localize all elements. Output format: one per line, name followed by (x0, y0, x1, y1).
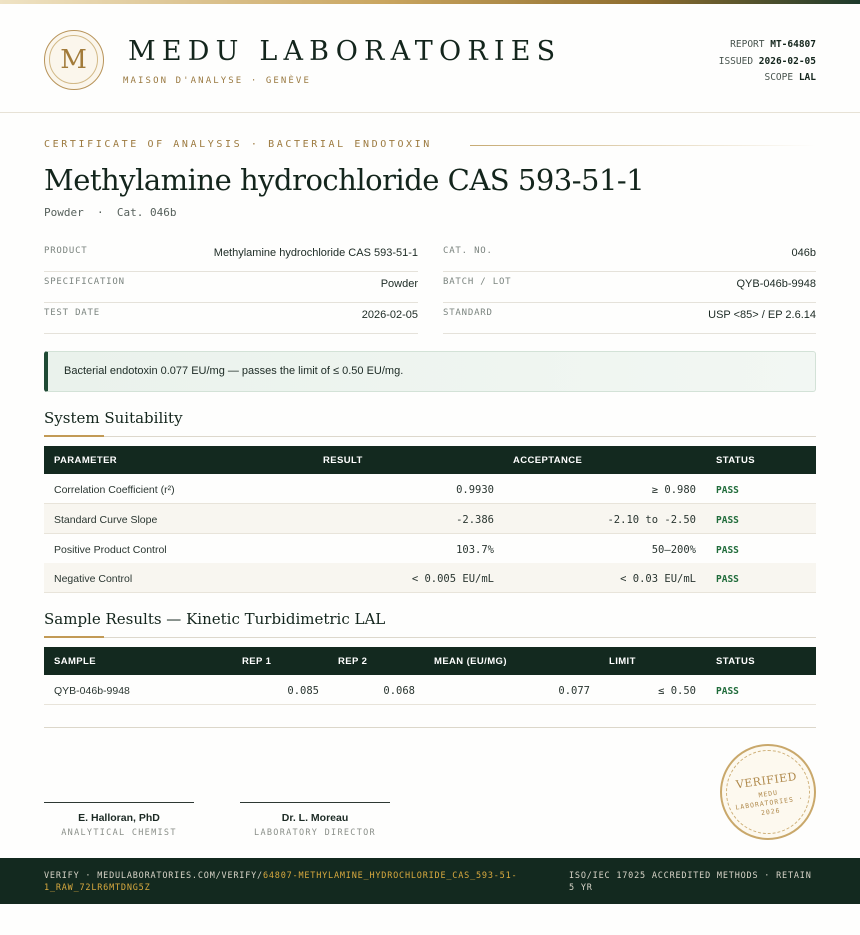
report-meta (719, 37, 816, 87)
callout-text: Bacterial endotoxin 0.077 EU/mg — passes the limit of ≤ 0.50 EU/mg. (64, 365, 404, 377)
info-label: PRODUCT (44, 246, 88, 256)
acceptance-cell: 50–200% (651, 544, 696, 556)
verify-prefix: VERIFY · MEDULABORATORIES.COM/VERIFY/ (44, 871, 263, 881)
info-label: CAT. NO. (443, 246, 493, 256)
brand-subtitle: MAISON D'ANALYSE · GENÈVE (123, 76, 311, 86)
top-accent-bar (0, 0, 860, 4)
eyebrow-rule (470, 145, 816, 146)
issued-row (719, 54, 816, 71)
scope-value: LAL (798, 72, 816, 83)
signatory-name: E. Halloran, PhD (78, 812, 160, 824)
column-header: MEAN (EU/MG) (434, 656, 507, 667)
info-value: USP <85> / EP 2.6.14 (708, 309, 816, 321)
column-header: ACCEPTANCE (513, 455, 583, 466)
product-title: Methylamine hydrochloride CAS 593-51-1 (44, 163, 645, 197)
section-accent (44, 636, 104, 638)
stamp-line-2: MEDU LABORATORIES · 2026 (734, 788, 805, 818)
mean-cell: 0.077 (558, 685, 590, 697)
report-label: REPORT (730, 39, 765, 50)
verify-link[interactable]: 64807-METHYLAMINE_HYDROCHLORIDE_CAS_593-51-1_RAW_72LR6MTDNG5Z (44, 871, 518, 893)
sample-id-cell: QYB-046b-9948 (54, 685, 130, 697)
parameter-cell: Standard Curve Slope (54, 514, 158, 526)
info-value: 046b (791, 247, 816, 259)
section-title-suitability: System Suitability (44, 409, 183, 427)
verify-text (44, 870, 544, 894)
info-label: TEST DATE (44, 308, 100, 318)
column-header: STATUS (716, 656, 755, 667)
status-badge: PASS (716, 686, 739, 697)
info-row-test-date (44, 303, 418, 334)
status-badge: PASS (716, 545, 739, 556)
stamp-line-1: VERIFIED (735, 769, 798, 792)
result-cell: < 0.005 EU/mL (411, 573, 494, 585)
issued-date: 2026-02-05 (758, 55, 816, 67)
info-row-cat-no (443, 241, 816, 272)
signature-line (240, 802, 390, 803)
signatory-role: LABORATORY DIRECTOR (254, 828, 376, 838)
info-row-standard (443, 303, 816, 334)
column-header: PARAMETER (54, 455, 118, 466)
certificate-eyebrow: CERTIFICATE OF ANALYSIS · BACTERIAL ENDOTOXIN (44, 139, 432, 150)
signatory-name: Dr. L. Moreau (281, 812, 349, 824)
section-rule (44, 436, 816, 437)
rep2-cell: 0.068 (383, 685, 415, 697)
info-row-product (44, 241, 418, 272)
acceptance-cell: ≥ 0.980 (651, 484, 696, 496)
stamp-text (716, 740, 820, 844)
signatory-role: ANALYTICAL CHEMIST (61, 828, 177, 838)
section-title-samples: Sample Results — Kinetic Turbidimetric LAL (44, 610, 386, 628)
column-header: LIMIT (609, 656, 636, 667)
signature-line (44, 802, 194, 803)
table-row (44, 504, 816, 534)
info-label: STANDARD (443, 308, 493, 318)
table-row (44, 474, 816, 504)
info-value: Powder (380, 278, 418, 290)
section-rule (44, 637, 816, 638)
signature-divider (44, 727, 816, 728)
info-value: QYB-046b-9948 (736, 278, 816, 290)
table-row (44, 563, 816, 593)
status-badge: PASS (716, 515, 739, 526)
parameter-cell: Positive Product Control (54, 544, 167, 556)
brand-name: MEDU LABORATORIES (128, 36, 562, 67)
table-row (44, 534, 816, 564)
parameter-cell: Negative Control (54, 573, 133, 585)
suitability-table-header (44, 446, 816, 474)
section-accent (44, 435, 104, 437)
report-number: MT-64807 (770, 39, 816, 50)
table-row (44, 675, 816, 705)
verified-stamp (720, 744, 816, 840)
acceptance-cell: -2.10 to -2.50 (607, 514, 696, 526)
result-callout (44, 351, 816, 392)
limit-cell: ≤ 0.50 (658, 685, 696, 697)
status-badge: PASS (716, 485, 739, 496)
product-subtitle: Powder · Cat. 046b (44, 206, 177, 219)
info-row-batch-lot (443, 272, 816, 303)
status-badge: PASS (716, 574, 739, 585)
accreditation-text: ISO/IEC 17025 ACCREDITED METHODS · RETAIN 5 YR (569, 871, 812, 893)
acceptance-cell: < 0.03 EU/mL (620, 573, 696, 585)
footer (0, 858, 860, 904)
info-value: Methylamine hydrochloride CAS 593-51-1 (213, 247, 418, 259)
scope-row (719, 70, 816, 87)
parameter-cell: Correlation Coefficient (r²) (54, 484, 175, 496)
logo-letter: M (60, 45, 87, 75)
column-header: REP 1 (242, 656, 272, 667)
column-header: REP 2 (338, 656, 368, 667)
info-row-specification (44, 272, 418, 303)
info-label: SPECIFICATION (44, 277, 125, 287)
samples-table-header (44, 647, 816, 675)
result-cell: -2.386 (456, 514, 494, 526)
info-label: BATCH / LOT (443, 277, 512, 287)
issued-label: ISSUED (718, 55, 754, 67)
lab-logo (44, 30, 104, 90)
report-number-row (719, 37, 816, 54)
result-cell: 0.9930 (456, 484, 494, 496)
scope-label: SCOPE (764, 72, 794, 83)
column-header: RESULT (323, 455, 363, 466)
result-cell: 103.7% (456, 544, 494, 556)
header-divider (0, 112, 860, 113)
info-value: 2026-02-05 (361, 309, 418, 321)
rep1-cell: 0.085 (287, 685, 319, 697)
column-header: STATUS (716, 455, 755, 466)
column-header: SAMPLE (54, 656, 96, 667)
